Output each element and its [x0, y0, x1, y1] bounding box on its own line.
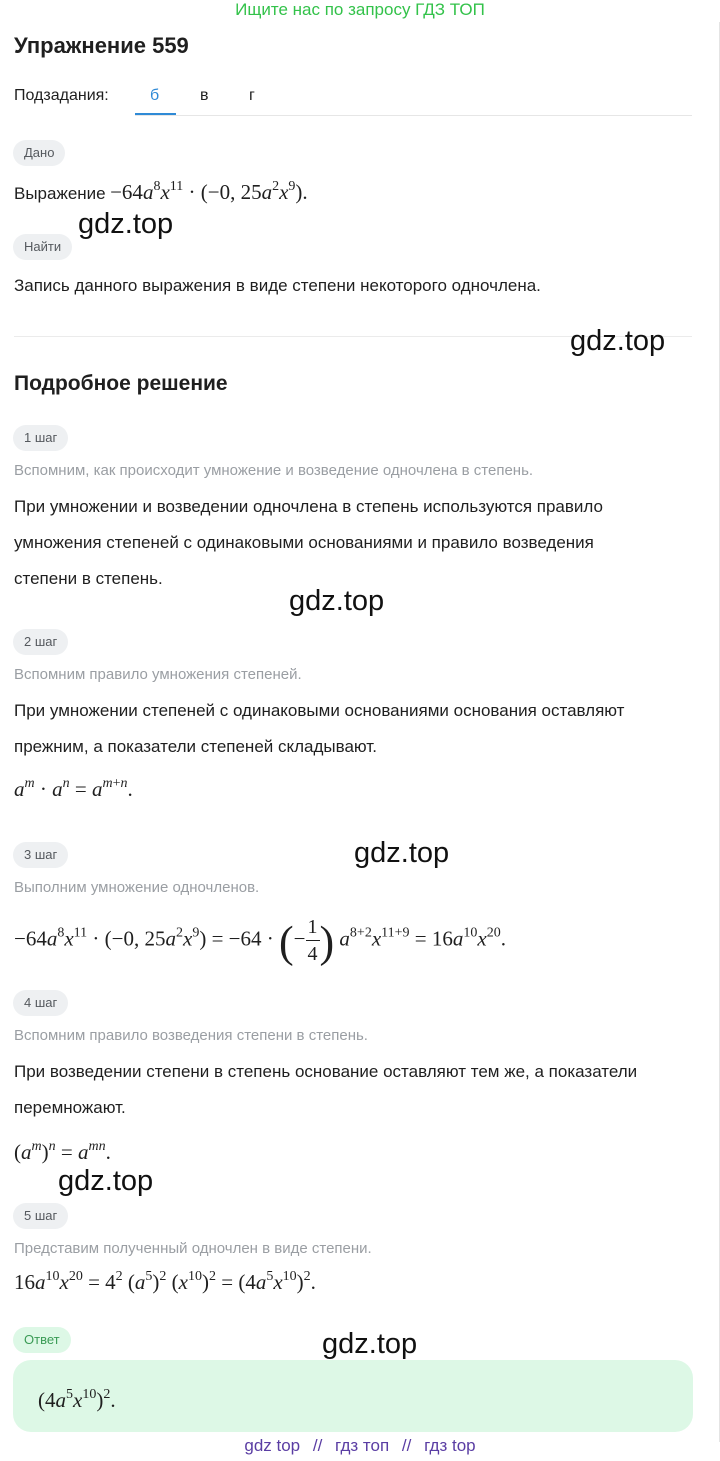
step-4 — [13, 990, 68, 1016]
given-section — [13, 140, 65, 166]
find-pill: Найти — [13, 234, 72, 260]
step-4-hint: Вспомним правило возведения степени в степень. — [14, 1027, 368, 1044]
step-3-pill: 3 шаг — [13, 842, 68, 868]
watermark: gdz.top — [78, 208, 174, 240]
step-4-line-2: перемножают. — [14, 1098, 126, 1117]
step-1 — [13, 425, 68, 451]
step-4-line-1: При возведении степени в степень основание оставляют тем же, а показатели — [14, 1062, 638, 1081]
subtasks-label: Подзадания: — [14, 87, 109, 104]
solution-title: Подробное решение — [14, 372, 228, 395]
step-5 — [13, 1203, 68, 1229]
given-pill: Дано — [13, 140, 65, 166]
watermark: gdz.top — [289, 585, 385, 617]
watermark: gdz.top — [322, 1328, 418, 1360]
footer-separator: // — [401, 1436, 412, 1455]
subtask-tab-v[interactable]: в — [200, 87, 209, 104]
answer-formula: $(4a^5x^{10})^2$. — [38, 1387, 116, 1412]
footer-link-1[interactable]: gdz top — [244, 1436, 301, 1455]
given-text: Выражение — [14, 184, 106, 203]
find-text: Запись данного выражения в виде степени некоторого одночлена. — [14, 276, 541, 295]
find-section — [13, 234, 72, 260]
step-3 — [13, 842, 68, 868]
footer-separator: // — [312, 1436, 323, 1455]
step-1-line-2: умножения степеней с одинаковыми основаниями и правило возведения — [14, 533, 594, 552]
step-3-formula: $-64a^8x^{11} \cdot (-0$, $25a^2x^9) = -64$ · (− $\frac{1}{4}$ ) $a^{8+2}x^{11+9} = 16a^{10}x^{20}$. — [14, 916, 506, 967]
step-2-line-1: При умножении степеней с одинаковыми основаниями основания оставляют — [14, 701, 625, 720]
watermark: gdz.top — [354, 837, 450, 869]
step-4-pill: 4 шаг — [13, 990, 68, 1016]
page-title: Упражнение 559 — [14, 33, 189, 58]
step-1-pill: 1 шаг — [13, 425, 68, 451]
step-1-hint: Вспомним, как происходит умножение и возведение одночлена в степень. — [14, 462, 534, 479]
step-5-pill: 5 шаг — [13, 1203, 68, 1229]
watermark: gdz.top — [58, 1165, 154, 1197]
subtask-tab-g[interactable]: г — [249, 87, 255, 104]
footer-link-2[interactable]: гдз топ — [335, 1436, 390, 1455]
step-2-line-2: прежним, а показатели степеней складывают. — [14, 737, 377, 756]
step-1-line-3: степени в степень. — [14, 569, 163, 588]
footer-link-3[interactable]: гдз top — [424, 1436, 476, 1455]
given-expression — [14, 176, 308, 212]
step-5-hint: Представим полученный одночлен в виде степени. — [14, 1240, 372, 1257]
step-3-hint: Выполним умножение одночленов. — [14, 879, 260, 896]
step-4-formula: $(a^m)^n = a^{mn}$. — [14, 1139, 111, 1164]
answer-pill: Ответ — [13, 1327, 71, 1353]
step-5-formula: $16a^{10}x^{20} = 4^2$ $(a^5)^2$ $(x^{10})^2 = (4a^5x^{10})^2$. — [14, 1269, 316, 1294]
given-formula: $-64a^8x^{11} \cdot (-0$, $25a^2x^9$). — [110, 179, 308, 204]
tabs-divider — [135, 115, 692, 116]
watermark: gdz.top — [570, 325, 666, 357]
step-2 — [13, 629, 68, 655]
footer-links — [0, 1436, 720, 1456]
answer-section — [13, 1327, 71, 1353]
step-2-hint: Вспомним правило умножения степеней. — [14, 666, 302, 683]
step-2-formula: $a^m \cdot a^n = a^{m+n}$. — [14, 776, 133, 801]
subtask-tab-b[interactable]: б — [150, 87, 160, 104]
search-banner[interactable]: Ищите нас по запросу ГДЗ ТОП — [235, 0, 485, 19]
step-2-pill: 2 шаг — [13, 629, 68, 655]
step-1-line-1: При умножении и возведении одночлена в степень используются правило — [14, 497, 603, 516]
